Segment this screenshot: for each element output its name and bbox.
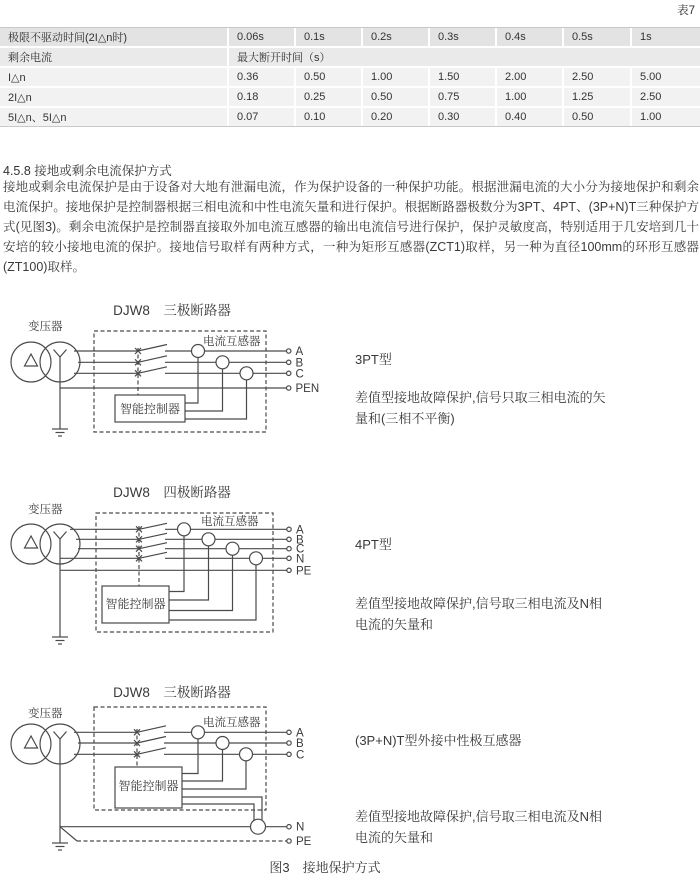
wye-winding-icon <box>54 732 67 740</box>
diagram1-type-label: 3PT型 <box>355 352 392 367</box>
phase-line-b <box>78 356 291 369</box>
table-cell: 0.75 <box>430 88 497 108</box>
terminal-label: C <box>296 749 305 762</box>
phase-line-c <box>74 367 291 380</box>
diagram-title: DJW8 三极断路器 <box>113 303 231 318</box>
controller-label: 智能控制器 <box>119 402 181 416</box>
figure-caption: 图3 接地保护方式 <box>269 860 381 875</box>
table-cell: 5.00 <box>632 68 700 88</box>
table-cell: 2.50 <box>632 88 700 108</box>
terminal-label: PE <box>296 565 312 578</box>
table-row <box>0 68 700 88</box>
terminal-label: A <box>296 524 304 537</box>
table-cell: 0.07 <box>229 108 296 126</box>
diagram3-type-label: (3P+N)T型外接中性极互感器 <box>355 733 522 748</box>
wye-winding-icon <box>54 532 67 540</box>
terminal-dot <box>287 556 291 560</box>
table-cell: 0.4s <box>497 28 564 48</box>
diagram-3pt <box>0 296 350 450</box>
transformer-label: 变压器 <box>28 708 63 720</box>
terminal-dot <box>287 547 291 551</box>
table-row <box>0 108 700 126</box>
terminal-dot <box>287 386 291 390</box>
terminal-dot <box>287 360 291 364</box>
terminal-dot <box>287 537 291 541</box>
span-cell: 最大断开时间（s） <box>229 48 700 68</box>
terminal-label: B <box>296 738 304 750</box>
table-cell: 0.25 <box>296 88 363 108</box>
diagram-3pn <box>0 682 350 856</box>
row-label-cell: 极限不驱动时间(2I△n时) <box>0 28 229 48</box>
table-row <box>0 88 700 108</box>
delta-winding-icon <box>25 736 38 748</box>
table-cell: 0.10 <box>296 108 363 126</box>
table-cell: 0.50 <box>363 88 430 108</box>
controller-label: 智能控制器 <box>118 779 179 793</box>
terminal-dot <box>287 741 291 745</box>
diagram-title: DJW8 四极断路器 <box>113 485 231 500</box>
pen-line <box>60 386 291 390</box>
ct-circle <box>202 533 215 546</box>
ct-secondary-wires <box>182 739 246 789</box>
row-label-cell: 剩余电流 <box>0 48 229 68</box>
terminal-label: N <box>296 553 305 566</box>
transformer-symbol <box>11 342 80 436</box>
spec-table <box>0 27 700 127</box>
neutral-line <box>60 819 291 834</box>
terminal-label: B <box>296 534 304 547</box>
delta-winding-icon <box>25 536 38 548</box>
ground-icon <box>52 429 68 436</box>
terminal-dot <box>287 730 291 734</box>
diagram-title: DJW8 三极断路器 <box>113 685 231 700</box>
table-cell: 0.50 <box>296 68 363 88</box>
table-header-row <box>0 28 700 48</box>
table-cell: 1.25 <box>564 88 632 108</box>
diagram-4pt <box>0 478 350 655</box>
terminal-label: PEN <box>295 383 320 395</box>
table-cell: 1.00 <box>363 68 430 88</box>
row-label-cell: 5I△n、5I△n <box>0 108 229 126</box>
phase-line-b <box>78 737 291 750</box>
table-cell: 0.40 <box>497 108 564 126</box>
table-subheader-row <box>0 48 700 68</box>
phase-line-n <box>60 552 291 565</box>
table-cell: 0.20 <box>363 108 430 126</box>
table-number-tag: 表7 <box>677 5 695 17</box>
terminal-label: A <box>296 727 304 740</box>
ct-circle <box>226 542 239 555</box>
delta-winding-icon <box>25 354 38 366</box>
terminal-dot <box>287 752 291 756</box>
diagram2-description: 差值型接地故障保护,信号取三相电流及N相电流的矢量和 <box>355 596 603 632</box>
table-cell: 0.06s <box>229 28 296 48</box>
table-cell: 0.30 <box>430 108 497 126</box>
external-ct-wires <box>182 797 262 820</box>
section-body: 接地或剩余电流保护是由于设备对大地有泄漏电流，作为保护设备的一种保护功能。根据泄漏电流的大小分为接地保护和剩余电流保护。接地保护是控制器根据三相电流和中性电流矢量和进行保护。根据断路器极数分为3PT、4PT、(3P+N)T三种保护方式(见图3)。剩余电流保护是控制器直接取外加电流互感器的输出电流信号进行保护，保护灵敏度高，特别适用于几安培到几十安培的较小接地电流的保护。接地信号取样有两种方式，一种为矩形互感器(ZCT1)取样，另一种为直径100mm的环形互感器(ZT100)取样。 <box>3 180 699 274</box>
transformer-label: 变压器 <box>28 504 63 516</box>
table-cell: 0.36 <box>229 68 296 88</box>
ct-circle <box>216 356 229 369</box>
terminal-dot <box>287 839 291 843</box>
terminal-label: PE <box>296 836 312 848</box>
row-label-cell: 2I△n <box>0 88 229 108</box>
diagram1-description: 差值型接地故障保护,信号只取三相电流的矢量和(三相不平衡) <box>355 390 606 426</box>
table-cell: 0.3s <box>430 28 497 48</box>
controller-label: 智能控制器 <box>105 597 166 611</box>
terminal-dot <box>287 527 291 531</box>
table-cell: 0.2s <box>363 28 430 48</box>
ct-circle <box>216 737 229 750</box>
table-cell: 1.00 <box>632 108 700 126</box>
phase-line-c <box>74 748 291 761</box>
terminal-dot <box>287 371 291 375</box>
table-cell: 1.50 <box>430 68 497 88</box>
ct-circle <box>240 367 253 380</box>
section-heading: 4.5.8 接地或剩余电流保护方式 <box>3 164 172 178</box>
table-cell: 1s <box>632 28 700 48</box>
ct-circle <box>178 523 191 536</box>
diagram2-type-label: 4PT型 <box>355 537 392 552</box>
table-cell: 0.18 <box>229 88 296 108</box>
table-cell: 1.00 <box>497 88 564 108</box>
ct-circle <box>250 552 263 565</box>
diagram3-description: 差值型接地故障保护,信号取三相电流及N相电流的矢量和 <box>355 809 603 845</box>
wye-winding-icon <box>54 350 67 358</box>
terminal-dot <box>287 568 291 572</box>
ct-label: 电流互感器 <box>203 717 261 729</box>
terminal-label: B <box>295 357 304 370</box>
ct-circle <box>192 345 205 358</box>
table-cell: 0.1s <box>296 28 363 48</box>
ct-label: 电流互感器 <box>203 336 261 348</box>
transformer-symbol <box>11 524 80 644</box>
transformer-symbol <box>11 724 80 850</box>
table-cell: 2.50 <box>564 68 632 88</box>
ct-label: 电流互感器 <box>201 516 259 528</box>
terminal-label: N <box>296 821 305 834</box>
ground-icon <box>52 843 68 850</box>
terminal-dot <box>287 825 291 829</box>
transformer-label: 变压器 <box>28 321 63 333</box>
ground-icon <box>52 637 68 644</box>
terminal-label: C <box>296 543 305 556</box>
table-cell: 0.5s <box>564 28 632 48</box>
terminal-dot <box>287 349 291 353</box>
ct-circle <box>240 748 253 761</box>
external-ct-circle <box>251 819 266 834</box>
ct-circle <box>192 726 205 739</box>
table-cell: 2.00 <box>497 68 564 88</box>
table-cell: 0.50 <box>564 108 632 126</box>
terminal-label: C <box>295 368 304 381</box>
terminal-label: A <box>295 346 304 358</box>
row-label-cell: I△n <box>0 68 229 88</box>
